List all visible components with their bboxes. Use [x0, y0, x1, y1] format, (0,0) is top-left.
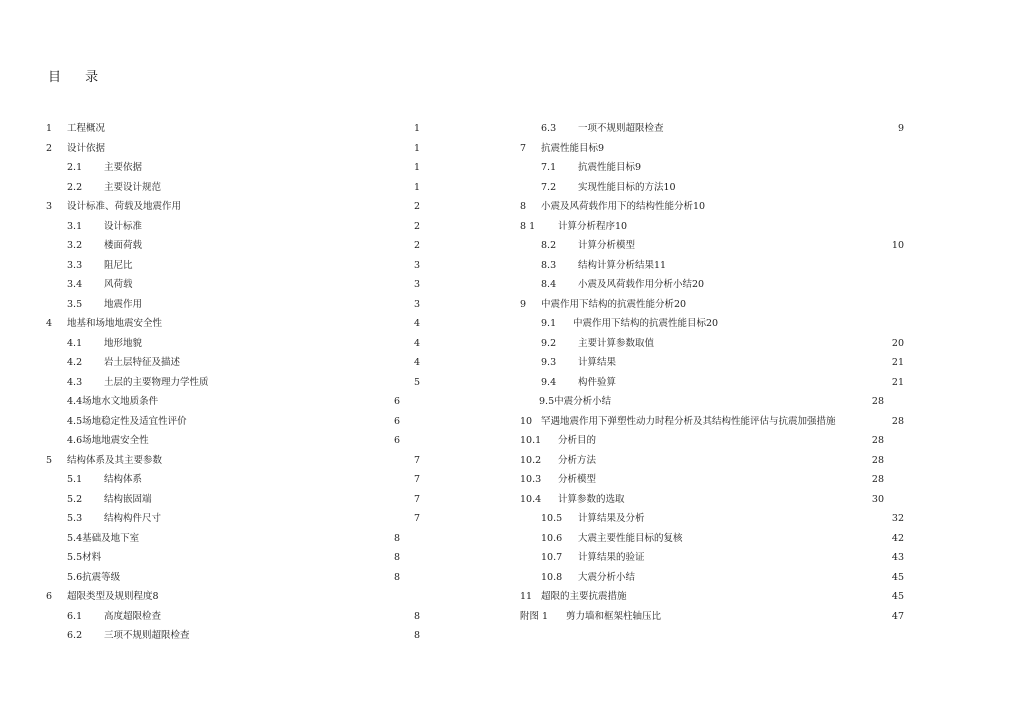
toc-entry-page: 7 — [413, 493, 420, 505]
toc-entry-title: 高度超限检查 — [104, 610, 162, 622]
toc-entry[interactable] — [512, 256, 942, 276]
toc-entry-page: 6 — [393, 396, 400, 407]
toc-entry[interactable] — [40, 275, 460, 295]
toc-entry-page: 1 — [413, 142, 420, 154]
toc-entry-title: 工程概况 — [67, 123, 106, 134]
toc-entry-page: 8 — [413, 610, 420, 622]
toc-entry[interactable] — [512, 548, 942, 568]
toc-entry-page: 6 — [393, 435, 400, 446]
toc-entry-title: 主要计算参数取值 — [578, 337, 655, 349]
toc-entry-number: 3 — [46, 201, 53, 212]
toc-entry-number: 7.1 — [541, 162, 557, 173]
toc-entry[interactable] — [512, 295, 942, 315]
toc-entry-number: 8.2 — [541, 240, 557, 251]
toc-entry-page: 4 — [413, 337, 420, 349]
toc-entry-title: 结构计算分析结果11 — [578, 259, 667, 271]
toc-entry-page: 43 — [891, 552, 904, 563]
toc-entry[interactable] — [512, 373, 942, 393]
toc-entry-page: 8 — [413, 630, 420, 641]
toc-entry-number: 8 1 — [520, 220, 536, 232]
toc-entry[interactable] — [40, 373, 460, 393]
toc-entry-page: 32 — [891, 513, 904, 524]
toc-entry-title: 阻尼比 — [104, 259, 133, 271]
toc-entry[interactable] — [512, 509, 942, 529]
toc-entry-title: 大震主要性能目标的复核 — [578, 532, 683, 544]
toc-entry[interactable] — [40, 412, 460, 432]
toc-entry-page: 1 — [413, 162, 420, 173]
toc-entry-title: 结构体系 — [104, 474, 143, 485]
toc-entry-page: 3 — [413, 279, 420, 290]
toc-entry-title: 分析目的 — [558, 435, 597, 446]
toc-entry-number: 2.2 — [67, 181, 83, 193]
toc-entry-number: 3.1 — [67, 220, 83, 232]
toc-entry[interactable] — [40, 451, 460, 471]
toc-entry-title: 9.5中震分析小结 — [539, 396, 612, 407]
toc-entry-page: 8 — [393, 571, 400, 583]
toc-entry-page: 2 — [413, 220, 420, 232]
toc-entry[interactable] — [512, 178, 942, 198]
toc-entry[interactable] — [40, 314, 460, 334]
toc-entry-page: 28 — [871, 474, 884, 485]
toc-entry-title: 地基和场地地震安全性 — [67, 318, 163, 329]
toc-entry[interactable] — [40, 139, 460, 159]
toc-entry[interactable] — [40, 334, 460, 354]
toc-entry-title: 4.6场地地震安全性 — [67, 435, 149, 446]
toc-entry-page: 4 — [413, 357, 420, 368]
toc-entry-number: 3.3 — [67, 259, 83, 271]
toc-entry-title: 剪力墙和框架柱轴压比 — [566, 610, 662, 622]
toc-entry[interactable] — [512, 353, 942, 373]
toc-entry-number: 1 — [46, 123, 53, 134]
toc-entry[interactable] — [512, 275, 942, 295]
toc-entry-number: 5.1 — [67, 474, 83, 485]
toc-entry-title: 风荷载 — [104, 279, 133, 290]
toc-entry-page: 30 — [871, 493, 884, 505]
toc-entry-page: 21 — [891, 357, 904, 368]
toc-entry[interactable] — [40, 197, 460, 217]
toc-entry-page: 10 — [891, 240, 904, 251]
toc-entry-title: 大震分析小结 — [578, 571, 636, 583]
toc-entry[interactable] — [40, 470, 460, 490]
toc-entry[interactable] — [40, 119, 460, 139]
toc-entry-number: 9.2 — [541, 337, 557, 349]
toc-entry-title: 计算参数的选取 — [558, 493, 625, 505]
toc-entry-number: 9.3 — [541, 357, 557, 368]
toc-entry-page: 2 — [413, 240, 420, 251]
toc-entry[interactable] — [40, 587, 460, 607]
toc-entry-page: 42 — [891, 532, 904, 544]
toc-entry-number: 10.3 — [520, 474, 542, 485]
toc-entry-number: 4.1 — [67, 337, 83, 349]
toc-entry[interactable] — [40, 353, 460, 373]
toc-entry-page: 20 — [891, 337, 904, 349]
toc-entry-title: 主要设计规范 — [104, 181, 162, 193]
toc-entry[interactable] — [512, 470, 942, 490]
toc-entry-number: 附图 1 — [520, 610, 549, 622]
toc-entry-page: 28 — [871, 396, 884, 407]
toc-entry-title: 一项不规则超限检查 — [578, 123, 664, 134]
toc-entry-number: 5.3 — [67, 513, 83, 524]
toc-entry-page: 21 — [891, 376, 904, 388]
toc-entry[interactable] — [40, 392, 460, 412]
toc-entry-title: 地震作用 — [104, 298, 143, 310]
toc-entry-title: 实现性能目标的方法10 — [578, 181, 676, 193]
toc-entry[interactable] — [512, 334, 942, 354]
toc-entry-title: 中震作用下结构的抗震性能分析20 — [541, 298, 687, 310]
toc-entry-title: 结构嵌固端 — [104, 493, 152, 505]
toc-entry[interactable] — [40, 217, 460, 237]
toc-entry[interactable] — [512, 451, 942, 471]
toc-entry[interactable] — [40, 431, 460, 451]
toc-entry[interactable] — [512, 158, 942, 178]
toc-entry[interactable] — [512, 431, 942, 451]
toc-entry-title: 小震及风荷载作用分析小结20 — [578, 279, 705, 290]
toc-entry[interactable] — [512, 217, 942, 237]
toc-entry-number: 3.5 — [67, 298, 83, 310]
toc-entry-page: 6 — [393, 415, 400, 427]
toc-entry-page: 3 — [413, 259, 420, 271]
toc-entry-number: 10.6 — [541, 532, 563, 544]
toc-entry[interactable] — [40, 607, 460, 627]
toc-entry-title: 岩土层特征及描述 — [104, 357, 181, 368]
toc-entry-number: 11 — [520, 591, 533, 602]
toc-entry[interactable] — [40, 490, 460, 510]
toc-entry-number: 9.4 — [541, 376, 557, 388]
toc-entry-number: 4 — [46, 318, 53, 329]
toc-entry-title: 5.4基础及地下室 — [67, 532, 140, 544]
toc-entry-number: 3.2 — [67, 240, 83, 251]
toc-entry-title: 构件验算 — [578, 376, 617, 388]
toc-entry-number: 6.1 — [67, 610, 83, 622]
toc-entry[interactable] — [512, 607, 942, 627]
toc-entry-page: 9 — [897, 123, 904, 134]
toc-entry-number: 2.1 — [67, 162, 83, 173]
toc-entry-number: 7.2 — [541, 181, 557, 193]
toc-entry-number: 4.3 — [67, 376, 83, 388]
toc-entry[interactable] — [40, 158, 460, 178]
toc-entry-number: 10.2 — [520, 454, 542, 466]
toc-entry[interactable] — [512, 139, 942, 159]
toc-entry-title: 设计标准 — [104, 220, 143, 232]
toc-entry-number: 10.5 — [541, 513, 563, 524]
toc-entry[interactable] — [512, 568, 942, 588]
toc-entry-title: 小震及风荷载作用下的结构性能分析10 — [541, 201, 706, 212]
toc-entry-title: 结构构件尺寸 — [104, 513, 162, 524]
toc-entry-number: 6.2 — [67, 630, 83, 641]
toc-entry-title: 超限类型及规则程度8 — [67, 591, 159, 602]
toc-entry-title: 分析方法 — [558, 454, 597, 466]
toc-entry-page: 8 — [393, 532, 400, 544]
toc-entry-number: 2 — [46, 142, 53, 154]
toc-entry-page: 28 — [871, 454, 884, 466]
toc-entry-title: 抗震性能目标9 — [541, 142, 605, 154]
toc-entry[interactable] — [512, 587, 942, 607]
toc-entry-title: 计算结果的验证 — [578, 552, 645, 563]
toc-entry-page: 1 — [413, 123, 420, 134]
toc-entry-number: 10.4 — [520, 493, 542, 505]
toc-entry-number: 8 — [520, 201, 527, 212]
toc-entry[interactable] — [40, 529, 460, 549]
toc-entry-number: 8.3 — [541, 259, 557, 271]
toc-entry-title: 抗震性能目标9 — [578, 162, 642, 173]
toc-entry-page: 28 — [891, 415, 904, 427]
toc-entry[interactable] — [40, 178, 460, 198]
toc-entry-title: 罕遇地震作用下弹塑性动力时程分析及其结构性能评估与抗震加强措施 — [541, 415, 836, 427]
toc-entry-page: 28 — [871, 435, 884, 446]
toc-entry[interactable] — [512, 197, 942, 217]
toc-entry-title: 计算结果 — [578, 357, 617, 368]
toc-entry-title: 中震作用下结构的抗震性能目标20 — [573, 318, 719, 329]
toc-entry[interactable] — [40, 236, 460, 256]
toc-entry-number: 5.2 — [67, 493, 83, 505]
toc-entry-number: 8.4 — [541, 279, 557, 290]
toc-entry-title: 地形地貌 — [104, 337, 143, 349]
toc-entry-title: 楼面荷载 — [104, 240, 143, 251]
toc-entry-number: 5 — [46, 454, 53, 466]
toc-entry-page: 7 — [413, 474, 420, 485]
toc-entry-page: 2 — [413, 201, 420, 212]
toc-entry-number: 10 — [520, 415, 533, 427]
toc-entry-title: 超限的主要抗震措施 — [541, 591, 627, 602]
toc-entry-title: 5.6抗震等级 — [67, 571, 121, 583]
toc-entry[interactable] — [40, 568, 460, 588]
toc-entry[interactable] — [40, 626, 460, 646]
toc-entry-number: 7 — [520, 142, 527, 154]
toc-entry-title: 主要依据 — [104, 162, 143, 173]
toc-entry-page: 3 — [413, 298, 420, 310]
toc-entry-page: 45 — [891, 591, 904, 602]
toc-entry[interactable] — [40, 548, 460, 568]
toc-entry-number: 9.1 — [541, 318, 557, 329]
toc-entry-title: 分析模型 — [558, 474, 597, 485]
toc-entry-number: 4.2 — [67, 357, 83, 368]
toc-entry-page: 5 — [413, 376, 420, 388]
toc-entry-title: 设计依据 — [67, 142, 106, 154]
toc-entry-title: 三项不规则超限检查 — [104, 630, 190, 641]
toc-entry-title: 计算分析模型 — [578, 240, 636, 251]
toc-entry-page: 1 — [413, 181, 420, 193]
toc-entry-number: 6.3 — [541, 123, 557, 134]
toc-entry-number: 6 — [46, 591, 53, 602]
toc-entry-number: 10.8 — [541, 571, 563, 583]
toc-entry-title: 计算结果及分析 — [578, 513, 645, 524]
toc-entry-title: 4.5场地稳定性及适宜性评价 — [67, 415, 187, 427]
toc-entry-number: 10.7 — [541, 552, 563, 563]
toc-entry-number: 3.4 — [67, 279, 83, 290]
toc-entry-title: 5.5材料 — [67, 552, 102, 563]
toc-entry-number: 9 — [520, 298, 527, 310]
toc-entry[interactable] — [512, 529, 942, 549]
toc-entry-page: 45 — [891, 571, 904, 583]
toc-entry-title: 结构体系及其主要参数 — [67, 454, 163, 466]
toc-entry[interactable] — [512, 236, 942, 256]
toc-entry-title: 4.4场地水文地质条件 — [67, 396, 159, 407]
toc-entry-page: 47 — [891, 610, 904, 622]
toc-entry[interactable] — [512, 412, 942, 432]
toc-entry-page: 7 — [413, 454, 420, 466]
toc-entry[interactable] — [512, 119, 942, 139]
toc-entry[interactable] — [40, 295, 460, 315]
toc-entry[interactable] — [40, 509, 460, 529]
toc-entry-title: 计算分析程序10 — [558, 220, 628, 232]
page-title: 目 录 — [48, 70, 109, 85]
toc-entry-page: 7 — [413, 513, 420, 524]
toc-entry-page: 8 — [393, 552, 400, 563]
toc-entry-title: 设计标准、荷载及地震作用 — [67, 201, 182, 212]
toc-entry[interactable] — [512, 490, 942, 510]
toc-entry-page: 4 — [413, 318, 420, 329]
toc-entry[interactable] — [40, 256, 460, 276]
toc-entry[interactable] — [512, 314, 942, 334]
toc-entry[interactable] — [512, 392, 942, 412]
toc-entry-title: 土层的主要物理力学性质 — [104, 376, 209, 388]
toc-entry-number: 10.1 — [520, 435, 542, 446]
